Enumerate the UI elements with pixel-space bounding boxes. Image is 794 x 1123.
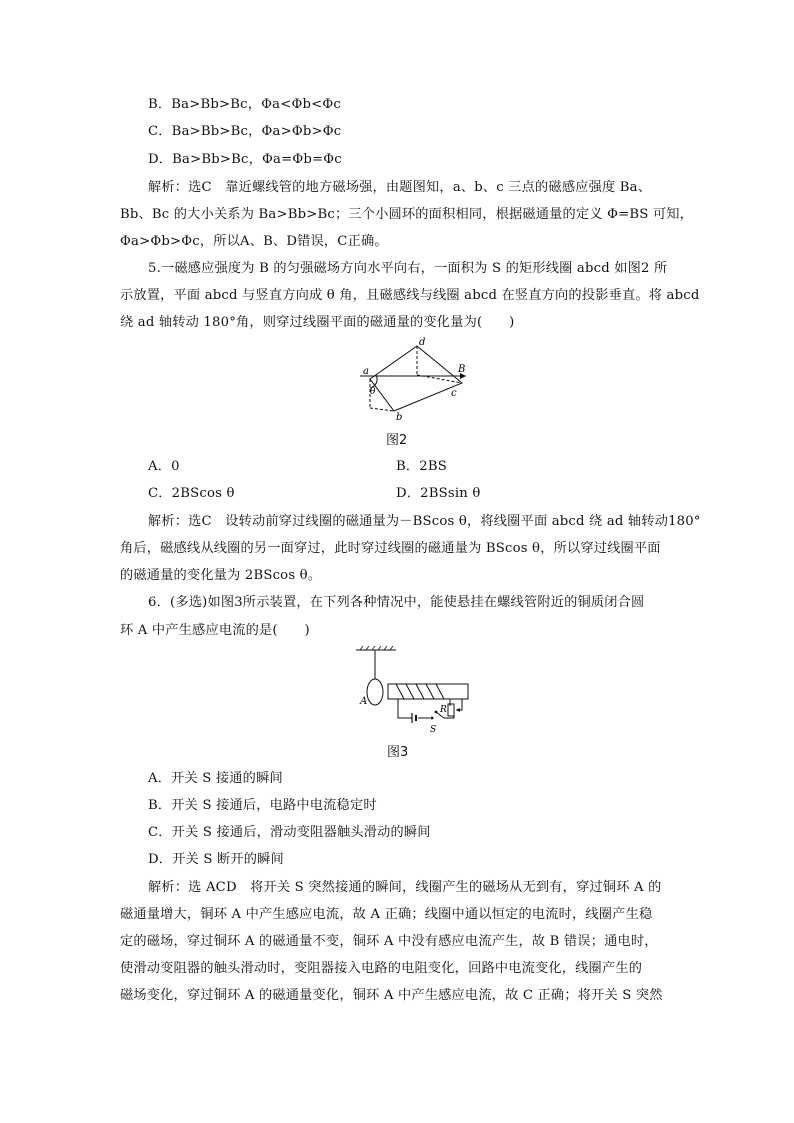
figure-3-solenoid-diagram — [352, 646, 474, 736]
label-s: S — [430, 725, 437, 735]
q5-analysis-line: 解析：选C 设转动前穿过线圈的磁通量为－BScos θ，将线圈平面 abcd 绕 ad 轴转动180° — [148, 514, 701, 529]
q4-option-d: D．Ba>Bb>Bc，Φa=Φb=Φc — [148, 152, 342, 167]
q5-option-a: A．0 — [148, 459, 180, 474]
q6-option: D．开关 S 断开的瞬间 — [148, 852, 284, 867]
sliding-rheostat — [448, 704, 454, 716]
q4-analysis-line: Φa>Φb>Φc，所以A、B、D错误，C正确。 — [120, 234, 388, 249]
label-b: b — [396, 412, 403, 422]
figure-3-caption: 图3 — [387, 745, 409, 760]
label-ring-a: A — [360, 696, 368, 707]
label-c: c — [451, 388, 457, 399]
q6-analysis-line: 磁通量增大，铜环 A 中产生感应电流，故 A 正确；线圈中通以恒定的电流时，线圈产生稳 — [120, 907, 653, 922]
figure-2-coil-diagram — [348, 336, 478, 422]
q4-option-c: C．Ba>Bb>Bc，Φa>Φb>Φc — [148, 124, 342, 139]
q4-analysis-line: Bb、Bc 的大小关系为 Ba>Bb>Bc；三个小圆环的面积相同，根据磁通量的定义 Φ=BS 可知， — [120, 207, 694, 222]
q5-analysis-line: 的磁通量的变化量为 2BScos θ。 — [120, 568, 322, 583]
q5-stem-line: 绕 ad 轴转动 180°角，则穿过线圈平面的磁通量的变化量为( ) — [120, 315, 515, 330]
q6-analysis-line: 解析：选 ACD 将开关 S 突然接通的瞬间，线圈产生的磁场从无到有，穿过铜环 A 的 — [148, 880, 662, 895]
label-field-b: B — [458, 364, 466, 375]
q5-analysis-line: 角后，磁感线从线圈的另一面穿过，此时穿过线圈的磁通量为 BScos θ，所以穿过线圈平面 — [120, 541, 661, 556]
q4-option-b: B．Ba>Bb>Bc，Φa<Φb<Φc — [148, 97, 341, 112]
q6-option: C．开关 S 接通后，滑动变阻器触头滑动的瞬间 — [148, 825, 431, 840]
label-theta: θ — [370, 387, 376, 397]
q6-option: A．开关 S 接通的瞬间 — [148, 771, 283, 786]
q6-analysis-line: 定的磁场，穿过铜环 A 的磁通量不变，铜环 A 中没有感应电流产生，故 B 错误；通电时， — [120, 934, 658, 949]
q6-option: B．开关 S 接通后，电路中电流稳定时 — [148, 798, 377, 813]
figure-2-caption: 图2 — [386, 433, 408, 448]
q5-option-d: D．2BSsin θ — [396, 486, 481, 501]
label-d: d — [419, 337, 426, 348]
label-a: a — [363, 366, 369, 377]
q5-option-c: C．2BScos θ — [148, 486, 235, 501]
q4-analysis-line: 解析：选C 靠近螺线管的地方磁场强，由题图知，a、b、c 三点的磁感应强度 Ba、 — [148, 180, 652, 195]
q5-stem-line: 示放置，平面 abcd 与竖直方向成 θ 角，且磁感线与线圈 abcd 在竖直方向的投影垂直。将 abcd — [120, 288, 700, 303]
q6-stem-line: 6．(多选)如图3所示装置，在下列各种情况中，能使悬挂在螺线管附近的铜质闭合圆 — [148, 595, 645, 610]
label-r: R — [440, 705, 447, 715]
coil-abcd — [370, 346, 462, 411]
copper-ring-a — [367, 679, 383, 705]
q6-stem-line: 环 A 中产生感应电流的是( ) — [120, 623, 310, 638]
q6-analysis-line: 使滑动变阻器的触头滑动时，变阻器接入电路的电阻变化，回路中电流变化，线圈产生的 — [120, 961, 643, 976]
q5-option-b: B．2BS — [396, 459, 447, 474]
q5-stem-line: 5.一磁感应强度为 B 的匀强磁场方向水平向右，一面积为 S 的矩形线圈 abcd 如图2 所 — [148, 261, 668, 276]
q6-analysis-line: 磁场变化，穿过铜环 A 的磁通量变化，铜环 A 中产生感应电流，故 C 正确；将开关 S 突然 — [120, 988, 663, 1003]
